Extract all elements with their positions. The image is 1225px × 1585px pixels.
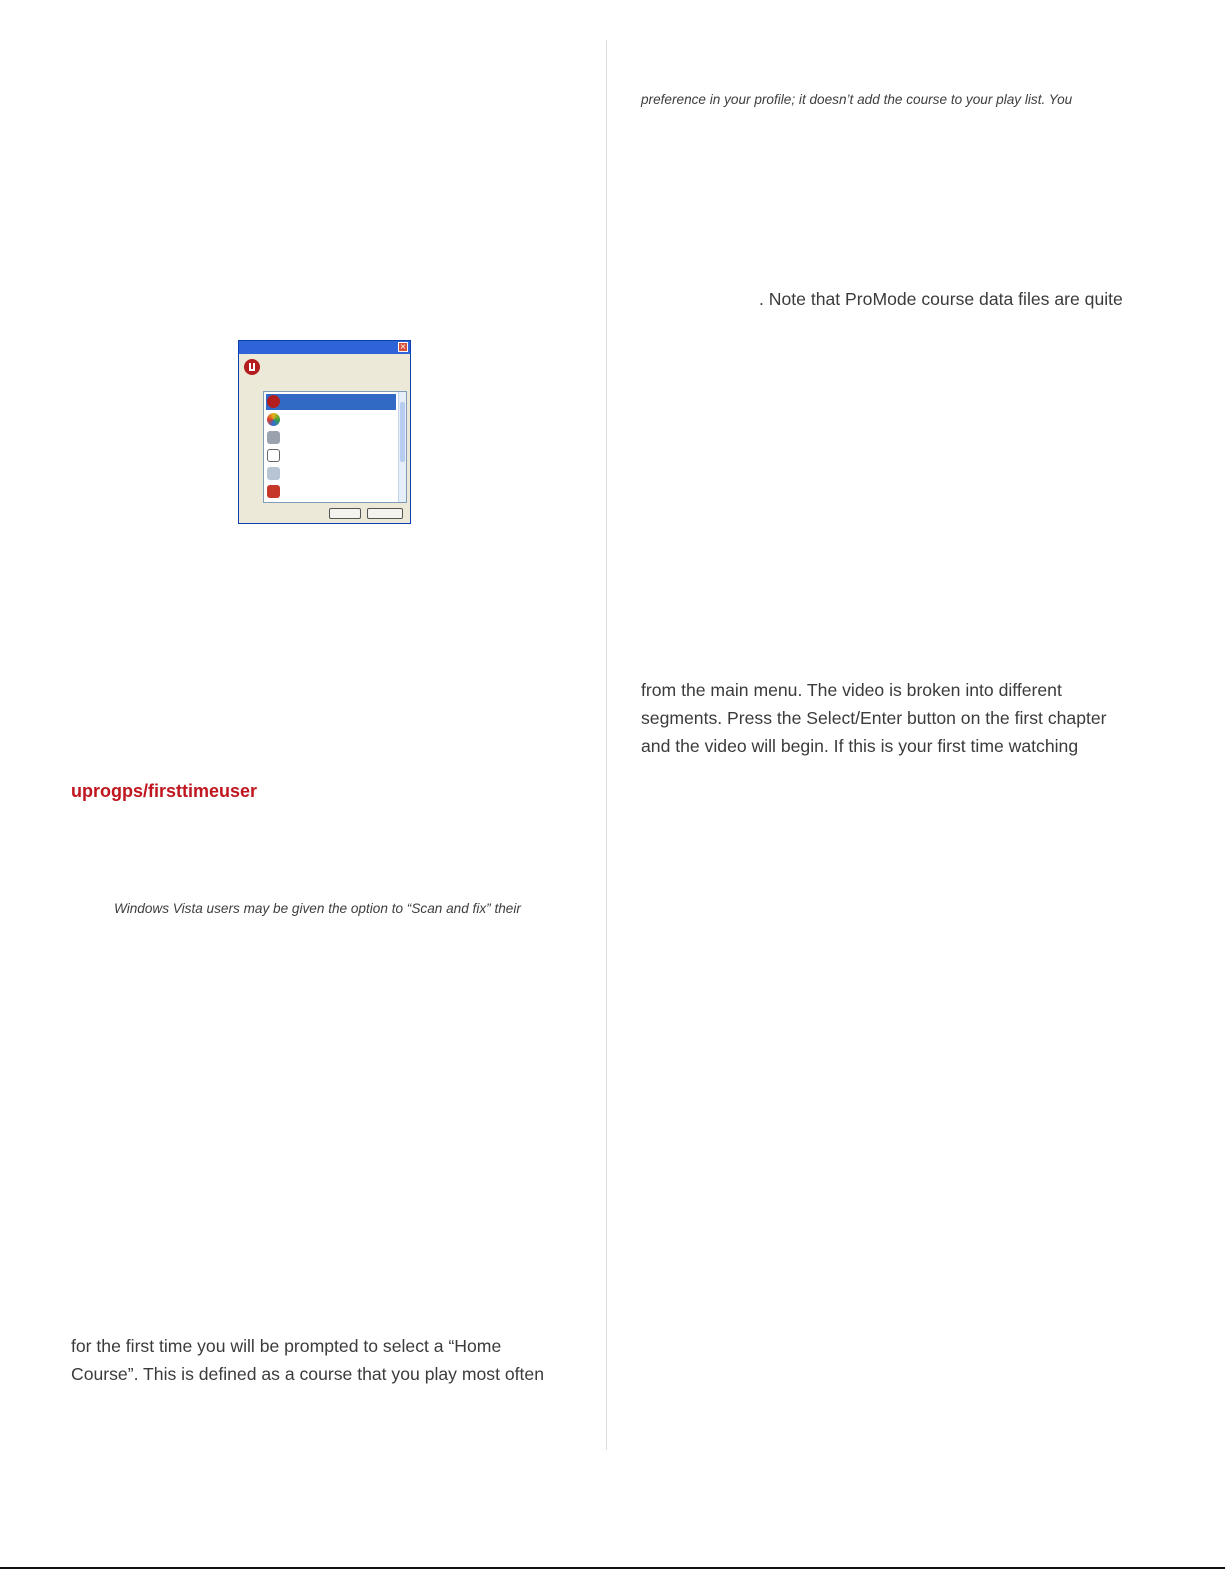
download-icon bbox=[267, 485, 280, 498]
column-divider bbox=[606, 40, 607, 1450]
close-icon[interactable]: × bbox=[399, 342, 407, 351]
uprogps-logo-icon bbox=[267, 395, 280, 408]
vista-note: Windows Vista users may be given the option to “Scan and fix” their bbox=[114, 901, 521, 916]
video-line-2: segments. Press the Select/Enter button on the first chapter bbox=[641, 708, 1107, 728]
bottom-rule bbox=[0, 1567, 1225, 1569]
list-item[interactable] bbox=[266, 430, 396, 446]
dialog-action-list[interactable] bbox=[263, 391, 407, 503]
autoplay-dialog bbox=[238, 340, 411, 524]
slideshow-icon bbox=[267, 449, 280, 462]
printer-icon bbox=[267, 467, 280, 480]
uprogps-logo-icon bbox=[244, 359, 260, 375]
video-line-3: and the video will begin. If this is your first time watching bbox=[641, 736, 1079, 756]
profile-note: preference in your profile; it doesn’t add the course to your play list. You bbox=[641, 92, 1073, 107]
promode-line: . Note that ProMode course data files are quite bbox=[759, 289, 1123, 309]
cancel-button[interactable] bbox=[367, 508, 403, 519]
home-course-line-1: for the first time you will be prompted to select a “Home bbox=[71, 1336, 502, 1356]
ok-button[interactable] bbox=[329, 508, 361, 519]
video-line-1: from the main menu. The video is broken into different bbox=[641, 680, 1062, 700]
list-item[interactable] bbox=[266, 466, 396, 482]
home-course-line-2: Course”. This is defined as a course that you play most often bbox=[71, 1364, 544, 1384]
scanner-icon bbox=[267, 431, 280, 444]
list-item[interactable] bbox=[266, 484, 396, 500]
list-item[interactable] bbox=[266, 394, 396, 410]
list-item[interactable] bbox=[266, 412, 396, 428]
media-player-icon bbox=[267, 413, 280, 426]
dialog-scrollbar[interactable] bbox=[398, 392, 406, 502]
list-item[interactable] bbox=[266, 448, 396, 464]
dialog-title-bar bbox=[239, 341, 410, 354]
firsttimeuser-link[interactable]: uprogps/firsttimeuser bbox=[71, 781, 258, 801]
